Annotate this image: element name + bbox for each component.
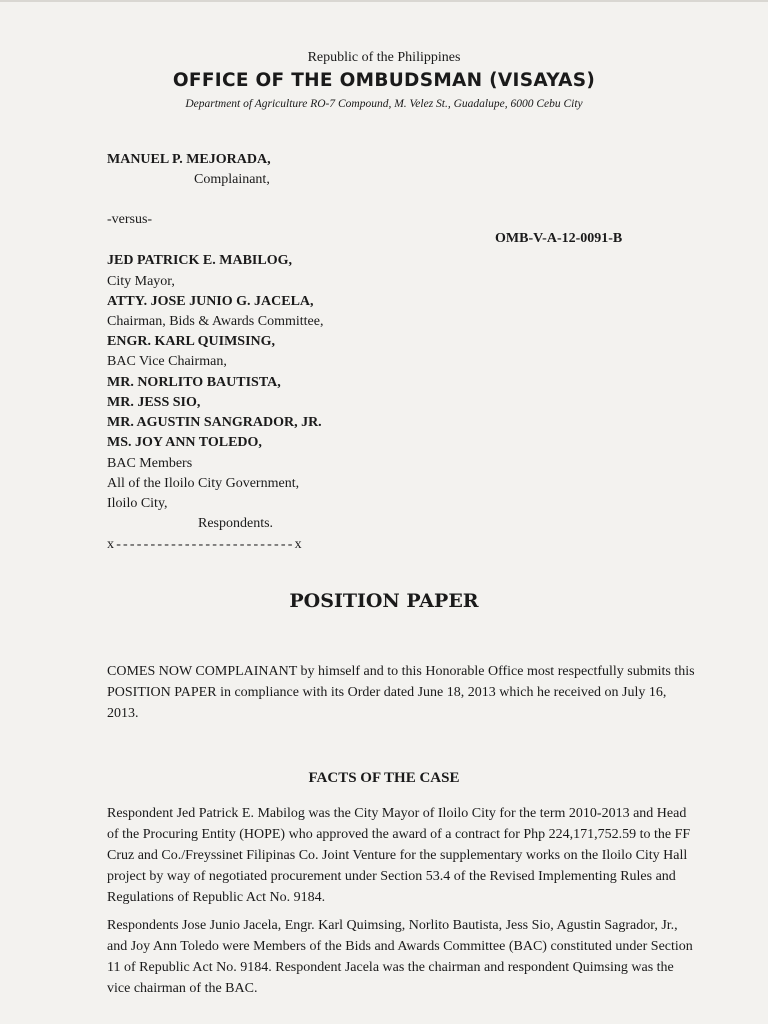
respondent-7-name: MS. JOY ANN TOLEDO, <box>107 435 262 450</box>
facts-heading: FACTS OF THE CASE <box>308 770 460 786</box>
respondent-5-name: MR. JESS SIO, <box>107 395 201 410</box>
respondent-1-name: JED PATRICK E. MABILOG, <box>107 253 292 268</box>
case-number: OMB-V-A-12-0091-B <box>495 231 623 246</box>
office-heading: OFFICE OF THE OMBUDSMAN (VISAYAS) <box>172 70 596 91</box>
office-address: Department of Agriculture RO-7 Compound, M. Velez St., Guadalupe, 6000 Cebu City <box>185 98 583 110</box>
facts-paragraph-1: Respondent Jed Patrick E. Mabilog was the City Mayor of Iloilo City for the term 2010-2013 and Head of the Procuring Entity (HOPE) who approved the award of a contract for Php 224,171,752.59 to the FF Cruz and Co./Freyssinet Filipinas Co. Joint Venture for the supplementary works on the Iloilo City Hall project by way of negotiated procurement under Section 53.4 of the Revised Implementing Rules and Regulations of Republic Act No. 9184. <box>107 806 691 905</box>
respondent-3-name: ENGR. KARL QUIMSING, <box>107 334 276 349</box>
respondent-6-name: MR. AGUSTIN SANGRADOR, JR. <box>107 415 322 430</box>
respondent-3-role: BAC Vice Chairman, <box>107 354 227 369</box>
respondent-2-role: Chairman, Bids & Awards Committee, <box>107 314 324 329</box>
complainant-name: MANUEL P. MEJORADA, <box>107 152 271 167</box>
complainant-role: Complainant, <box>194 172 270 187</box>
intro-paragraph: COMES NOW COMPLAINANT by himself and to this Honorable Office most respectfully submits this POSITION PAPER in compliance with its Order dated June 18, 2013 which he received on July 16, 2013. <box>107 664 695 721</box>
respondent-1-role: City Mayor, <box>107 274 175 289</box>
facts-paragraph-2: Respondents Jose Junio Jacela, Engr. Karl Quimsing, Norlito Bautista, Jess Sio, Agustin Sagrador, Jr., and Joy Ann Toledo were Members of the Bids and Awards Committee (BAC) constituted under Section 11 of Republic Act No. 9184. Respondent Jacela was the chairman and respondent Quimsing was the vice chairman of the BAC. <box>107 918 693 996</box>
document-title: POSITION PAPER <box>289 590 479 612</box>
respondent-4-name: MR. NORLITO BAUTISTA, <box>107 375 281 390</box>
republic-heading: Republic of the Philippines <box>307 50 461 65</box>
caption-separator: x--------------------------x <box>107 537 304 552</box>
bac-members-label: BAC Members <box>107 456 193 471</box>
government-label: All of the Iloilo City Government, <box>107 476 300 491</box>
respondent-2-name: ATTY. JOSE JUNIO G. JACELA, <box>107 294 314 309</box>
respondents-label: Respondents. <box>198 516 274 531</box>
versus-label: -versus- <box>107 212 153 227</box>
city-label: Iloilo City, <box>107 496 168 511</box>
